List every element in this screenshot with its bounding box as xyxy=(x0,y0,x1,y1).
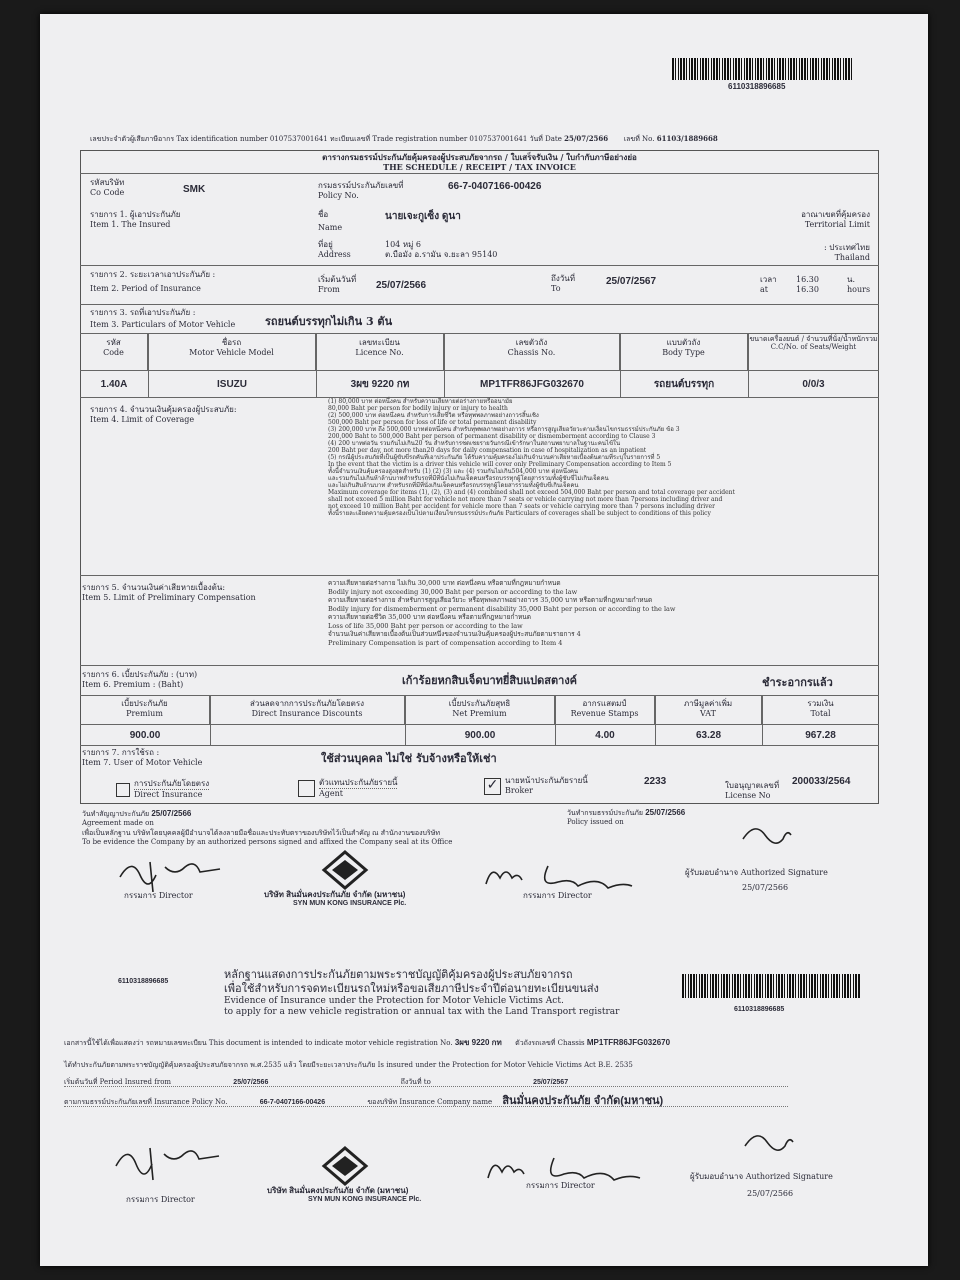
authorized-signature-1 xyxy=(735,819,795,859)
period-from: 25/07/2566 xyxy=(376,280,427,291)
preliminary-text: ความเสียหายต่อร่างกาย ไม่เกิน 30,000 บาท ต่อหนึ่งคน หรือตามที่กฎหมายกำหนด Bodily injury not exceeding 30,000 Baht per person or according to the law ความเสียหายต่อร่างกาย สำหรับการสูญเสียอวัยวะ หรือทุพพลภาพอย่างถาวร 35,000 บาท หรือตามที่กฎหมายกำหนด Bodily injury for dismemberment or permanent disability 35,000 Baht per person or according to the law ความเสียหายต่อชีวิต 35,000 บาท ต่อหนึ่งคน หรือตามที่กฎหมายกำหนด Loss of life 35,000 Baht per person or according to the law จำนวนเงินค่าเสียหายเบื้องต้นเป็นส่วนหนึ่งของจำนวนเงินคุ้มครองผู้ประสบภัยตามรายการ 4 Preliminary Compensation is part of compensation according to Item 4 xyxy=(328,579,676,647)
license-number: 200033/2564 xyxy=(792,776,851,787)
evidence-period-line: เริ่มต้นวันที่ Period Insured from 25/07/2566 ถึงวันที่ to 25/07/2567 xyxy=(64,1078,569,1086)
company-name-en-2: SYN MUN KONG INSURANCE Plc. xyxy=(308,1196,422,1203)
territory-label: อาณาเขตที่คุ้มครอง Territorial Limit xyxy=(801,210,870,229)
director-label-3: กรรมการ Director xyxy=(126,1195,195,1204)
user-value: ใช้ส่วนบุคคล ไม่ใช่ รับจ้างหรือให้เช่า xyxy=(321,752,497,765)
director-label-4: กรรมการ Director xyxy=(526,1181,595,1190)
period-to: 25/07/2567 xyxy=(606,276,657,287)
authorized-date-2: 25/07/2566 xyxy=(747,1189,794,1198)
license-label: ใบอนุญาตเลขที่ License No xyxy=(725,781,780,800)
evidence-text-th: เพื่อเป็นหลักฐาน บริษัทโดยบุคคลผู้มีอำนาจได้ลงลายมือชื่อและประทับตราของบริษัทไว้เป็นสำคัญ ณ สำนักงานของบริษัท xyxy=(82,829,440,837)
company-name-en-1: SYN MUN KONG INSURANCE Plc. xyxy=(293,900,407,907)
period-item: รายการ 2. ระยะเวลาเอาประกันภัย : Item 2. Period of Insurance xyxy=(90,270,216,293)
top-barcode-number: 6110318896685 xyxy=(728,82,786,91)
premium-table-header: เบี้ยประกันภัย Premium ส่วนลดจากการประกันภัยโดยตรง Direct Insurance Discounts เบี้ยประกันภัยสุทธิ Net Premium อากรแสตมป์ Revenue Stamps ภาษีมูลค่าเพิ่ม VAT รวมเงิน Total xyxy=(80,696,879,724)
schedule-title-th: ตารางกรมธรรม์ประกันภัยคุ้มครองผู้ประสบภัยจากรถ / ใบเสร็จรับเงิน / ใบกำกับภาษีอย่างย่อ xyxy=(322,152,637,162)
company-name-2: บริษัท สินมั่นคงประกันภัย จำกัด (มหาชน) xyxy=(267,1186,409,1195)
company-logo-2 xyxy=(320,1146,370,1186)
evidence-policy-line: ตามกรมธรรม์ประกันภัยเลขที่ Insurance Policy No. 66-7-0407166-00426 ของบริษัท Insurance Company name สินมั่นคงประกันภัย จำกัด(มหาชน) xyxy=(64,1095,664,1107)
evidence-title: หลักฐานแสดงการประกันภัยตามพระราชบัญญัติคุ้มครองผู้ประสบภัยจากรถ เพื่อใช้สำหรับการจดทะเบียนรถใหม่หรือขอเสียภาษีประจำปีต่อนายทะเบียนขนส่ง Evidence of Insurance under the Protection for Motor Vehicle Victims Act. to apply for a new vehicle registration or annual tax with the Land Transport registrar xyxy=(224,968,620,1017)
co-code-label: รหัสบริษัท Co Code xyxy=(90,178,125,197)
coverage-text: (1) 80,000 บาท ต่อหนึ่งคน สำหรับความเสียหายต่อร่างกายหรืออนามัย 80,000 Baht per person for bodily injury or injury to health (2) 500,000 บาท ต่อหนึ่งคน สำหรับการเสียชีวิต หรือทุพพลภาพอย่างถาวรสิ้นเชิง 500,000 Baht per person for loss of life or total permanent disability (3) 200,000 บาท ถึง 500,000 บาทต่อหนึ่งคน สำหรับทุพพลภาพอย่างถาวร หรือการสูญเสียอวัยวะตามเงื่อนไขกรมธรรม์ประกันภัย ข้อ 3 200,000 Baht to 500,000 Baht per person of permanent disability or dismemberment according to Clause 3 (4) 200 บาทต่อวัน รวมกันไม่เกิน20 วัน สำหรับการชดเชยรายวันกรณีเข้ารักษาในสถานพยาบาลในฐานะคนไข้ใน 200 Baht per day, not more than20 days for daily compensation in case of hospitalization as an inpatient (5) กรณีผู้ประสบภัยที่เป็นผู้ขับขี่รถคันที่เอาประกันภัย ได้รับความคุ้มครองไม่เกินจำนวนค่าเสียหายเบื้องต้นตามที่ระบุในรายการที่ 5 In the event that the victim is a driver this vehicle will cover only Preliminary Compensation according to Item 5 ทั้งนี้จำนวนเงินคุ้มครองสูงสุดสำหรับ (1) (2) (3) และ (4) รวมกันไม่เกิน504,000 บาท ต่อหนึ่งคน และรวมกันไม่เกินห้าล้านบาทสำหรับรถที่มีที่นั่งไม่เกินเจ็ดคนหรือรถบรรทุกผู้โดยสารรวมทั้งผู้ขับขี่ไม่เกินเจ็ดคน และไม่เกินสิบล้านบาท สำหรับรถที่มีที่นั่งเกินเจ็ดคนหรือรถบรรทุกผู้โดยสารรวมทั้งผู้ขับขี่เกินเจ็ดคน Maximum coverage for items (1), (2), (3) and (4) combined shall not exceed 504,000 Baht per person and total coverage per accident shall not exceed 5 million Baht for vehicle not more than 7 seats or vehicle carrying not more than 7persons including driver and not exceed 10 million Baht per accident for vehicle more than 7 seats or vehicle carrying more than 7 persons including driver ทั้งนี้รายละเอียดความคุ้มครองเป็นไปตามเงื่อนไขกรมธรรม์ประกันภัย Particulars of coverages shall be subject to conditions of this policy xyxy=(328,398,735,517)
premium-item: รายการ 6. เบี้ยประกันภัย : (บาท) Item 6. Premium : (Baht) xyxy=(82,670,198,689)
agent-checkbox: ตัวแทนประกันภัยรายนี้ Agent xyxy=(298,778,397,799)
agreement-made: วันทำสัญญาประกันภัย 25/07/2566 Agreement made on xyxy=(82,809,192,827)
authorized-signature-2 xyxy=(737,1126,797,1166)
evidence-reg-line: เอกสารนี้ใช้ได้เพื่อแสดงว่า รถหมายเลขทะเบียน This document is intended to indicate motor vehicle registration No. 3ผข 9220 กท ตัวถังรถเลขที่ Chassis MP1TFR86JFG032670 xyxy=(64,1038,671,1047)
tax-line: เลขประจำตัวผู้เสียภาษีอากร Tax identification number 0107537001641 ทะเบียนเลขที่ Trade registration number 0107537001641 วันที่ Date 25/07/2566 เลขที่ No. 61103/1889668 xyxy=(90,134,718,143)
insured-name: นายเจะกูเซ็ง ดูนา xyxy=(385,211,461,222)
direct-insurance-checkbox: การประกันภัยโดยตรง Direct Insurance xyxy=(116,779,209,800)
broker-code: 2233 xyxy=(644,776,667,787)
authorized-date-1: 25/07/2566 xyxy=(742,883,789,892)
policy-issued: วันทำกรมธรรม์ประกันภัย 25/07/2566 Policy issued on xyxy=(567,808,686,826)
company-name-1: บริษัท สินมั่นคงประกันภัย จำกัด (มหาชน) xyxy=(264,890,406,899)
premium-table-values: 900.00 900.00 4.00 63.28 967.28 xyxy=(129,729,836,741)
user-item: รายการ 7. การใช้รถ : Item 7. User of Motor Vehicle xyxy=(82,748,203,767)
premium-words: เก้าร้อยหกสิบเจ็ดบาทยี่สิบแปดสตางค์ xyxy=(402,674,578,687)
top-barcode xyxy=(672,58,854,80)
director-signature-3 xyxy=(106,1138,226,1183)
evidence-barcode-number-left: 6110318896685 xyxy=(118,978,169,985)
vehicle-item: รายการ 3. รถที่เอาประกันภัย : Item 3. Particulars of Motor Vehicle xyxy=(90,308,236,329)
director-label-1: กรรมการ Director xyxy=(124,891,193,900)
co-code-value: SMK xyxy=(183,184,206,195)
vehicle-table-row: 1.40A ISUZU 3ผข 9220 กท MP1TFR86JFG032670 รถยนต์บรรทุก 0/0/3 xyxy=(100,378,825,390)
insured-item: รายการ 1. ผู้เอาประกันภัย Item 1. The Insured xyxy=(90,210,181,229)
evidence-barcode-number: 6110318896685 xyxy=(734,1006,785,1013)
premium-paid: ชำระอากรแล้ว xyxy=(762,676,833,689)
schedule-title-en: THE SCHEDULE / RECEIPT / TAX INVOICE xyxy=(383,162,576,172)
vehicle-type-desc: รถยนต์บรรทุกไม่เกิน 3 ตัน xyxy=(265,315,393,328)
policy-number: 66-7-0407166-00426 xyxy=(448,181,542,192)
authorized-label-2: ผู้รับมอบอำนาจ Authorized Signature xyxy=(690,1172,833,1181)
preliminary-item: รายการ 5. จำนวนเงินค่าเสียหายเบื้องต้น: Item 5. Limit of Preliminary Compensation xyxy=(82,583,256,602)
director-signature-1 xyxy=(110,852,230,892)
vehicle-table-header: รหัส Code ชื่อรถ Motor Vehicle Model เลขทะเบียน Licence No. เลขตัวถัง Chassis No. แบบตัวถัง Body Type ขนาดเครื่องยนต์ / จำนวนที่นั่ง/น้ำหนักรวม C.C/No. of Seats/Weight xyxy=(80,334,879,370)
authorized-label-1: ผู้รับมอบอำนาจ Authorized Signature xyxy=(685,868,828,877)
company-logo-1 xyxy=(320,850,370,890)
territory-value: : ประเทศไทย Thailand xyxy=(824,243,870,262)
policy-label: กรมธรรม์ประกันภัยเลขที่ Policy No. xyxy=(318,181,404,200)
insured-address: 104 หมู่ 6 ต.บือมัง อ.รามัน จ.ยะลา 95140 xyxy=(385,240,498,259)
director-label-2: กรรมการ Director xyxy=(523,891,592,900)
evidence-text-en: To be evidence the Company by an authorized persons signed and affixed the Company seal at its Office xyxy=(82,838,453,846)
broker-checkbox: ✓ นายหน้าประกันภัยรายนี้ Broker xyxy=(484,776,588,796)
coverage-item: รายการ 4. จำนวนเงินคุ้มครองผู้ประสบภัย: Item 4. Limit of Coverage xyxy=(90,405,237,424)
evidence-insured-line: ได้ทำประกันภัยตามพระราชบัญญัติคุ้มครองผู้ประสบภัยจากรถ พ.ศ.2535 แล้ว โดยมีระยะเวลาประกันภัย Is insured under the Protection for Motor Vehicle Victims Act B.E. 2535 xyxy=(64,1061,633,1069)
director-signature-2 xyxy=(478,854,648,894)
period-time: 16.30 16.30 xyxy=(796,275,819,294)
policy-document: 6110318896685 เลขประจำตัวผู้เสียภาษีอากร Tax identification number 0107537001641 ทะเบียนเลขที่ Trade registration number 0107537001641 วันที่ Date 25/07/2566 เลขที่ No. 61103/1889668 ตารางกรมธรรม์ประกันภัยคุ้มครองผู้ประสบภัยจากรถ / ใบเสร็จรับเงิน / ใบกำกับภาษีอย่างย่อ THE SCHEDULE / RECEIPT / TAX INVOICE รหัสบริษัท Co Code SMK กรมธรรม์ประกันภัยเลขที่ Policy No. 66-7-0407166-00426 รายการ 1. ผู้เอาประกันภัย Item 1. The Insured ชื่อ Name นายเจะกูเซ็ง ดูนา ที่อยู่ Address 104 หมู่ 6 ต.บือมัง อ.รามัน จ.ยะลา 95140 อาณาเขตที่คุ้มครอง Territorial Limit : ประเทศไทย Thailand รายการ 2. ระยะเวลาเอาประกันภัย : Item 2. Period of Insurance เริ่มต้นวันที่ From 25/07/2566 ถึงวันที่ To 25/07/2567 เวลา at 16.30 16.30 น. hours รายการ 3. รถที่เอาประกันภัย : Item 3. Particulars of Motor Vehicle รถยนต์บรรทุกไม่เกิน 3 ตัน รหัส Code ชื่อรถ Motor Vehicle Model เลขทะเบียน Licence No. เลขตัวถัง Chassis No. แบบตัวถัง Body Type ขนาดเครื่องยนต์ / จำนวนที่นั่ง/น้ำหนักรวม C.C/No. of Seats/Weight 1.40A ISUZU 3ผข 9220 กท MP1TFR86JFG032670 รถยนต์บรรทุก 0/0/3 รายการ 4. จำนวนเงินคุ้มครองผู้ประสบภัย: Item 4. Limit of Coverage (1) 80,000 บาท ต่อหนึ่งคน สำหรับความเสียหายต่อร่างกายหรืออนามัย 80,000 Baht per person for bodily injury or injury to health (2) 500,000 บาท ต่อหนึ่งคน สำหรับการเสียชีวิต หรือทุพพลภาพอย่างถาวรสิ้นเชิง 500,000 Baht per person for loss of life or total permanent disability (3) 200,000 บาท ถึง 500,000 บาทต่อหนึ่งคน สำหรับทุพพลภาพอย่างถาวร หรือการสูญเสียอวัยวะตามเงื่อนไขกรมธรรม์ประกันภัย ข้อ 3 200,000 Baht to 500,000 Baht per person of permanent disability or dismemberment according to Clause 3 (4) 200 บาทต่อวัน รวมกันไม่เกิน20 วัน สำหรับการชดเชยรายวันกรณีเข้ารักษาในสถานพยาบาลในฐานะคนไข้ใน 200 Baht per day, not more than20 days for daily compensation in case of hospitalization as an inpatient (5) กรณีผู้ประสบภัยที่เป็นผู้ขับขี่รถคันที่เอาประกันภัย ได้รับความคุ้มครองไม่เกินจำนวนค่าเสียหายเบื้องต้นตามที่ระบุในรายการที่ 5 In the event that the victim is a driver this vehicle will cover only Preliminary Compensation according to Item 5 ทั้งนี้จำนวนเงินคุ้มครองสูงสุดสำหรับ (1) (2) (3) และ (4) รวมกันไม่เกิน504,000 บาท ต่อหนึ่งคน และรวมกันไม่เกินห้าล้านบาทสำหรับรถที่มีที่นั่งไม่เกินเจ็ดคนหรือรถบรรทุกผู้โดยสารรวมทั้งผู้ขับขี่ไม่เกินเจ็ดคน และไม่เกินสิบล้านบาท สำหรับรถที่มีที่นั่งเกินเจ็ดคนหรือรถบรรทุกผู้โดยสารรวมทั้งผู้ขับขี่เกินเจ็ดคน Maximum coverage for items (1), (2), (3) and (4) combined shall not exceed 504,000 Baht per person and total coverage per accident shall not exceed 5 million Baht for vehicle not more than 7 seats or vehicle carrying not more than 7persons including driver and not exceed 10 million Baht per accident for vehicle more than 7 seats or vehicle carrying more than 7 persons including driver ทั้งนี้รายละเอียดความคุ้มครองเป็นไปตามเงื่อนไขกรมธรรม์ประกันภัย Particulars of coverages shall be subject to conditions of this policy รายการ 5. จำนวนเงินค่าเสียหายเบื้องต้น: Item 5. Limit of Preliminary Compensation ความเสียหายต่อร่างกาย ไม่เกิน 30,000 บาท ต่อหนึ่งคน หรือตามที่กฎหมายกำหนด Bodily injury not exceeding 30,000 Baht per person or according to the law ความเสียหายต่อร่างกาย สำหรับการสูญเสียอวัยวะ หรือทุพพลภาพอย่างถาวร 35,000 บาท หรือตามที่กฎหมายกำหนด Bodily injury for dismemberment or permanent disability 35,000 Baht per person or according to the law ความเสียหายต่อชีวิต 35,000 บาท ต่อหนึ่งคน หรือตามที่กฎหมายกำหนด Loss of life 35,000 Baht per person or according to the law จำนวนเงินค่าเสียหายเบื้องต้นเป็นส่วนหนึ่งของจำนวนเงินคุ้มครองผู้ประสบภัยตามรายการ 4 Preliminary Compensation is part of compensation according to Item 4 รายการ 6. เบี้ยประกันภัย : (บาท) Item 6. Premium : (Baht) เก้าร้อยหกสิบเจ็ดบาทยี่สิบแปดสตางค์ ชำระอากรแล้ว เบี้ยประกันภัย Premium ส่วนลดจากการประกันภัยโดยตรง Direct Insurance Discounts เบี้ยประกันภัยสุทธิ Net Premium อากรแสตมป์ Revenue Stamps ภาษีมูลค่าเพิ่ม VAT รวมเงิน Total 900.00 900.00 4.00 63.28 967.28 รายการ 7. การใช้รถ : Item 7. User of Motor Vehicle ใช้ส่วนบุคคล ไม่ใช่ รับจ้างหรือให้เช่า การประกันภัยโดยตรง Direct Insurance ตัวแทนประกันภัยรายนี้ Agent ✓ นายหน้าประกันภัยรายนี้ Broker 2233 ใบอนุญาตเลขที่ License No 200033/2564 วันทำสัญญาประกันภัย 25/07/2566 Agreement made on วันทำกรมธรรม์ประกันภัย 25/07/2566 Policy issued on เพื่อเป็นหลักฐาน บริษัทโดยบุคคลผู้มีอำนาจได้ลงลายมือชื่อและประทับตราของบริษัทไว้เป็นสำคัญ ณ สำนักงานของบริษัท To be evidence the Company by an authorized persons signed and affixed the Company seal at its Office กรรมการ Director บริษัท สินมั่นคงประกันภัย จำกัด (มหาชน) SYN MUN KONG INSURANCE Plc. กรรมการ Director ผู้รับมอบอำนาจ Authorized Signature 25/07/2566 6110318896685 หลักฐานแสดงการประกันภัยตามพระราชบัญญัติคุ้มครองผู้ประสบภัยจากรถ เพื่อใช้สำหรับการจดทะเบียนรถใหม่หรือขอเสียภาษีประจำปีต่อนายทะเบียนขนส่ง Evidence of Insurance under the Protection for Motor Vehicle Victims Act. to apply for a new vehicle registration or annual tax with the Land Transport registrar 6110318896685 เอกสารนี้ใช้ได้เพื่อแสดงว่า รถหมายเลขทะเบียน This document is intended to indicate motor vehicle registration No. 3ผข 9220 กท ตัวถังรถเลขที่ Chassis MP1TFR86JFG032670 ได้ทำประกันภัยตามพระราชบัญญัติคุ้มครองผู้ประสบภัยจากรถ พ.ศ.2535 แล้ว โดยมีระยะเวลาประกันภัย Is insured under the Protection for Motor Vehicle Victims Act B.E. 2535 เริ่มต้นวันที่ Period Insured from 25/07/2566 ถึงวันที่ to 25/07/2567 ตามกรมธรรม์ประกันภัยเลขที่ Insurance Policy No. 66-7-0407166-00426 ของบริษัท Insurance Company name สินมั่นคงประกันภัย จำกัด(มหาชน) กรรมการ Director บริษัท สินมั่นคงประกันภัย จำกัด (มหาชน) SYN MUN KONG INSURANCE Plc. กรรมการ Director ผู้รับมอบอำนาจ Authorized Signature 25/07/2566 xyxy=(40,14,928,1266)
evidence-barcode xyxy=(682,974,860,998)
